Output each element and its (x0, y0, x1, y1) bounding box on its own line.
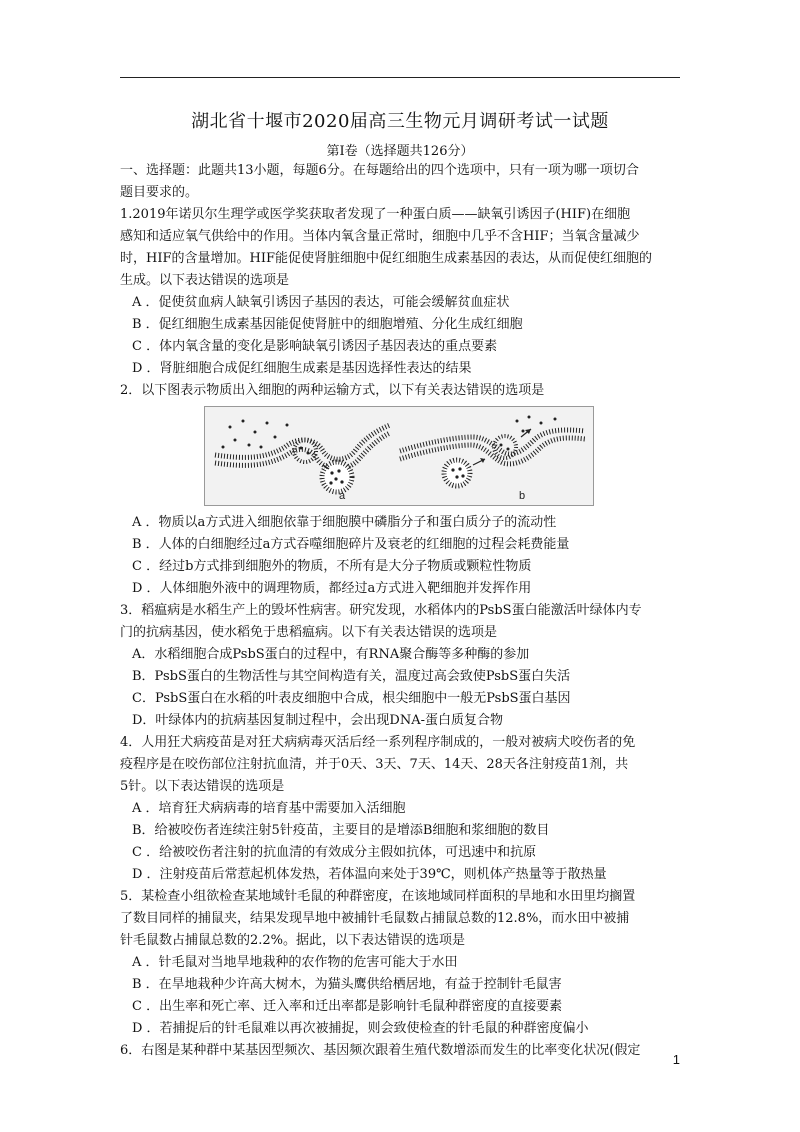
option-b: B ．在旱地栽种少许高大树木，为猫头鹰供给栖居地，有益于控制针毛鼠害 (132, 977, 562, 992)
option-b: B ．人体的白细胞经过a方式吞噬细胞碎片及衰老的红细胞的过程会耗费能量 (132, 537, 570, 552)
question-stem-line: 针毛鼠数占捕鼠总数的2.2%。据此，以下表达错误的选项是 (120, 933, 466, 948)
question-stem-line: 1.2019年诺贝尔生理学或医学奖获取者发现了一种蛋白质——缺氧引诱因子(HIF)在细胞 (120, 207, 631, 222)
option-c: C ．出生率和死亡率、迁入率和迁出率都是影响针毛鼠种群密度的直接要素 (132, 999, 563, 1014)
option-d: D ．人体细胞外液中的调理物质，都经过a方式进入靶细胞并发挥作用 (132, 581, 532, 596)
question-stem-line: 疫程序是在咬伤部位注射抗血清，并于0天、3天、7天、14天、28天各注射疫苗1剂，共 (120, 757, 629, 772)
option-a: A ．针毛鼠对当地旱地栽种的农作物的危害可能大于水田 (132, 955, 458, 970)
section-intro-line: 一、选择题：此题共13小题，每题6分。在每题给出的四个选项中，只有一项为哪一项切合 (120, 163, 639, 178)
option-a: A ．促使贫血病人缺氧引诱因子基因的表达，可能会缓解贫血症状 (132, 295, 510, 310)
option-a: A ．物质以a方式进入细胞依靠于细胞膜中磷脂分子和蛋白质分子的流动性 (132, 515, 557, 530)
question-4 (120, 732, 680, 886)
section-intro-line: 题目要求的。 (120, 185, 199, 200)
question-stem-line: 感知和适应氧气供给中的作用。当体内氧含量正常时，细胞中几乎不含HIF；当氧含量减少 (120, 229, 640, 244)
option-c: C．PsbS蛋白在水稻的叶表皮细胞中合成，根尖细胞中一般无PsbS蛋白基因 (132, 691, 571, 706)
option-c: C ．给被咬伤者注射的抗血清的有效成分主假如抗体，可迅速中和抗原 (132, 845, 537, 860)
option-b: B ．促红细胞生成素基因能促使肾脏中的细胞增殖、分化生成红细胞 (132, 317, 523, 332)
exam-content (120, 160, 680, 1062)
question-6 (120, 1040, 680, 1062)
section-subtitle: 第Ⅰ卷（选择题共126分） (326, 144, 474, 159)
question-stem-line: 5针。以下表达错误的选项是 (120, 779, 285, 794)
option-d: D ．若捕捉后的针毛鼠难以再次被捕捉，则会致使检查的针毛鼠的种群密度偏小 (132, 1021, 589, 1036)
question-stem-line: 4．人用狂犬病疫苗是对狂犬病病毒灭活后经一系列程序制成的，一般对被病犬咬伤者的免 (120, 735, 636, 750)
option-c: C ．体内氧含量的变化是影响缺氧引诱因子基因表达的重点要素 (132, 339, 498, 354)
exam-title: 湖北省十堰市2020届高三生物元月调研考试一试题 (191, 111, 609, 132)
figure-label-b: b (519, 490, 526, 502)
question-stem-line: 6．右图是某种群中某基因型频次、基因频次跟着生殖代数增添而发生的比率变化状况(假定 (120, 1043, 641, 1058)
header-rule (120, 77, 680, 78)
question-stem-line: 时，HIF的含量增加。HIF能促使肾脏细胞中促红细胞生成素基因的表达，从而促使红细胞的 (120, 251, 652, 266)
question-2 (120, 380, 680, 600)
question-1 (120, 204, 680, 380)
option-d: D．叶绿体内的抗病基因复制过程中，会出现DNA-蛋白质复合物 (132, 713, 504, 728)
option-d: D ．肾脏细胞合成促红细胞生成素是基因选择性表达的结果 (132, 361, 472, 376)
figure-panel-a (215, 420, 390, 503)
question-stem-line: 生成。以下表达错误的选项是 (120, 273, 290, 288)
option-d: D ．注射疫苗后常惹起机体发热，若体温向来处于39℃，则机体产热量等于散热量 (132, 867, 607, 882)
option-a: A．水稻细胞合成PsbS蛋白的过程中，有RNA聚合酶等多种酶的参加 (132, 647, 530, 662)
question-stem-line: 2．以下图表示物质出入细胞的两种运输方式，以下有关表达错误的选项是 (120, 383, 545, 398)
question-stem-line: 3．稻瘟病是水稻生产上的毁坏性病害。研究发现，水稻体内的PsbS蛋白能激活叶绿体内专 (120, 603, 642, 618)
figure-label-a: a (339, 490, 346, 502)
question-stem-line: 门的抗病基因，使水稻免于患稻瘟病。以下有关表达错误的选项是 (120, 625, 498, 640)
question-stem-line: 了数目同样的捕鼠夹，结果发现旱地中被捕针毛鼠数占捕鼠总数的12.8%，而水田中被捕 (120, 911, 630, 926)
option-b: B．PsbS蛋白的生物活性与其空间构造有关，温度过高会致使PsbS蛋白失活 (132, 669, 571, 684)
question-stem-line: 5．某检查小组欲检查某地域针毛鼠的种群密度，在该地域同样面积的旱地和水田里均搁置 (120, 889, 636, 904)
page-number: 1 (672, 1052, 680, 1067)
transport-figure (204, 406, 594, 506)
option-c: C ．经过b方式排到细胞外的物质，不所有是大分子物质或颗粒性物质 (132, 559, 532, 574)
question-3 (120, 600, 680, 732)
question-5 (120, 886, 680, 1040)
option-a: A ．培育狂犬病病毒的培育基中需要加入活细胞 (132, 801, 406, 816)
figure-panel-b (400, 416, 585, 503)
option-b: B．给被咬伤者连续注射5针疫苗，主要目的是增添B细胞和浆细胞的数目 (132, 823, 550, 838)
